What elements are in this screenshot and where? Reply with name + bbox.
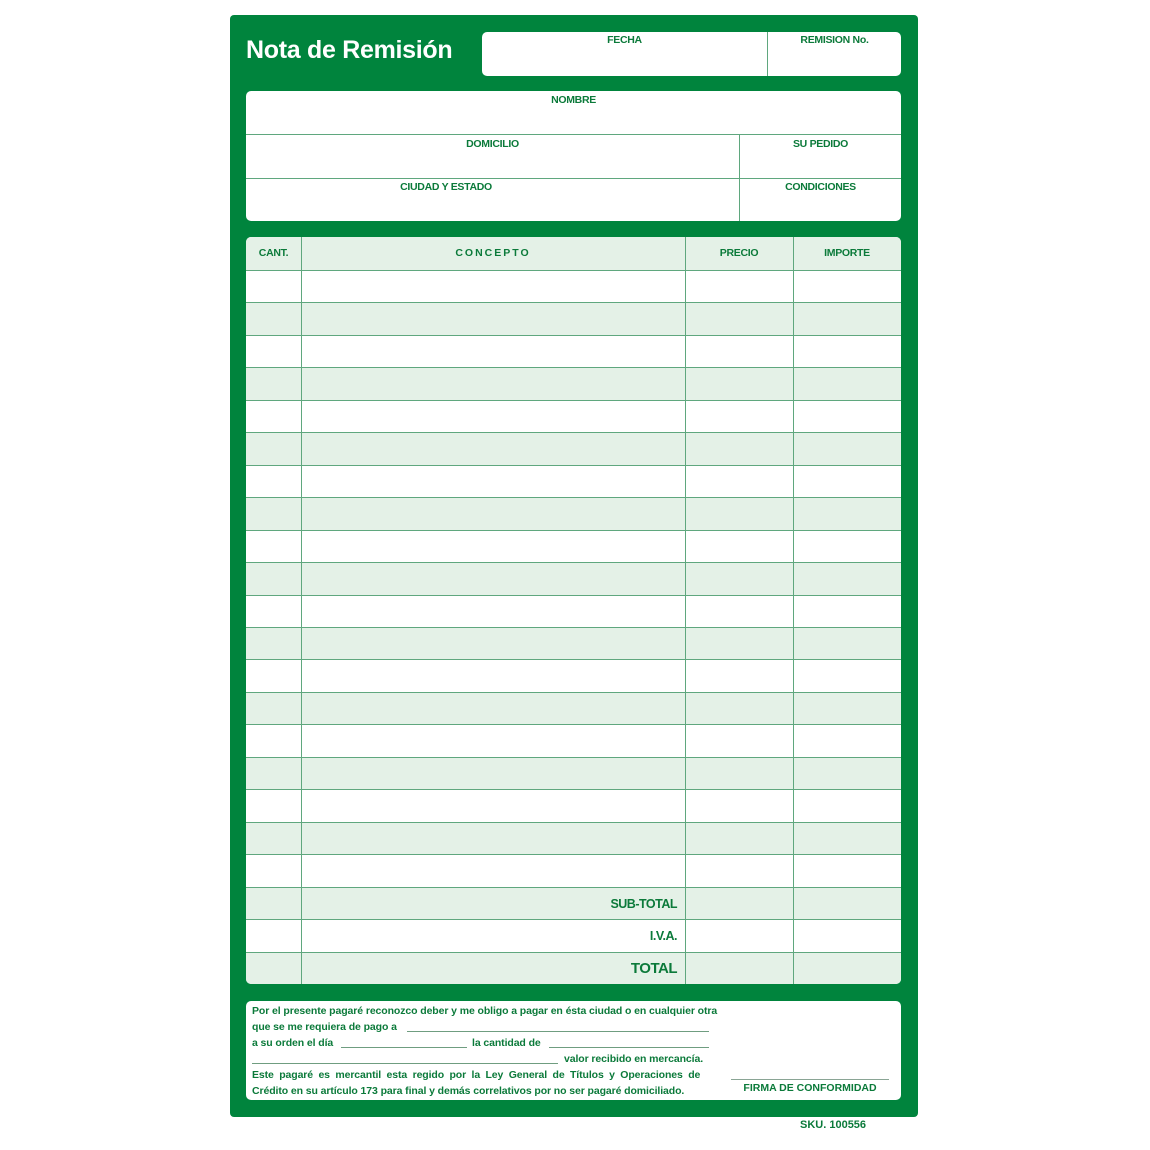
column-divider — [685, 237, 686, 984]
table-header — [246, 237, 901, 270]
form-title: Nota de Remisión — [246, 36, 453, 64]
domicilio-field[interactable] — [246, 151, 739, 178]
dia-blank[interactable] — [341, 1047, 467, 1048]
table-row[interactable] — [246, 302, 901, 334]
column-header-precio: PRECIO — [719, 247, 759, 259]
table-row[interactable] — [246, 952, 901, 984]
pagare-box — [246, 1001, 901, 1100]
column-header-importe: IMPORTE — [824, 247, 870, 259]
pagare-line-5: Este pagaré es mercantil esta regido por la Ley General de Títulos y Operaciones de — [252, 1069, 701, 1081]
ciudad-estado-label: CIUDAD Y ESTADO — [400, 181, 492, 193]
table-row[interactable] — [246, 789, 901, 821]
pagare-line-4: valor recibido en mercancía. — [564, 1053, 704, 1065]
table-row[interactable] — [246, 919, 901, 951]
column-header-cant: CANT. — [258, 247, 289, 259]
nombre-field[interactable] — [246, 107, 901, 134]
sku-label: SKU. 100556 — [800, 1119, 867, 1131]
column-divider — [793, 237, 794, 984]
table-row[interactable] — [246, 595, 901, 627]
table-row[interactable] — [246, 854, 901, 886]
pagare-line-1: Por el presente pagaré reconozco deber y me obligo a pagar en ésta ciudad o en cualquier otra — [252, 1005, 718, 1017]
su-pedido-label: SU PEDIDO — [792, 138, 849, 150]
divider — [739, 134, 740, 221]
condiciones-field[interactable] — [740, 194, 901, 221]
firma-label: FIRMA DE CONFORMIDAD — [743, 1082, 877, 1094]
remision-no-field[interactable] — [768, 46, 901, 76]
table-row[interactable] — [246, 659, 901, 691]
iva-label: I.V.A. — [649, 929, 677, 944]
signature-line[interactable] — [731, 1079, 889, 1080]
pagare-line-3b: la cantidad de — [472, 1037, 541, 1049]
domicilio-label: DOMICILIO — [466, 138, 519, 150]
table-row[interactable] — [246, 270, 901, 302]
pago-a-blank[interactable] — [407, 1031, 709, 1032]
nombre-label: NOMBRE — [551, 94, 596, 106]
cantidad-letra-blank[interactable] — [252, 1063, 558, 1064]
su-pedido-field[interactable] — [740, 151, 901, 178]
table-row[interactable] — [246, 335, 901, 367]
subtotal-label: SUB-TOTAL — [610, 896, 677, 911]
table-row[interactable] — [246, 887, 901, 919]
divider — [246, 134, 901, 135]
fecha-label: FECHA — [607, 34, 642, 46]
pagare-line-2: que se me requiera de pago a — [252, 1021, 397, 1033]
fecha-field[interactable] — [482, 46, 767, 76]
total-label: TOTAL — [630, 959, 677, 977]
pagare-line-6: Crédito en su artículo 173 para final y demás correlativos por no ser pagaré domiciliado. — [252, 1085, 685, 1097]
table-row[interactable] — [246, 465, 901, 497]
condiciones-label: CONDICIONES — [785, 181, 856, 193]
client-info-box — [246, 91, 901, 221]
items-table — [246, 237, 901, 984]
table-row[interactable] — [246, 692, 901, 724]
table-row[interactable] — [246, 367, 901, 399]
pagare-line-3a: a su orden el día — [252, 1037, 334, 1049]
cantidad-blank[interactable] — [549, 1047, 709, 1048]
table-row[interactable] — [246, 400, 901, 432]
table-row[interactable] — [246, 530, 901, 562]
remision-no-label: REMISION No. — [800, 34, 869, 46]
table-row[interactable] — [246, 822, 901, 854]
table-row[interactable] — [246, 627, 901, 659]
column-divider — [301, 237, 302, 984]
table-row[interactable] — [246, 724, 901, 756]
table-row[interactable] — [246, 432, 901, 464]
table-row[interactable] — [246, 562, 901, 594]
table-row[interactable] — [246, 757, 901, 789]
header-fields-box — [482, 32, 901, 76]
column-header-concepto: CONCEPTO — [455, 247, 531, 259]
table-row[interactable] — [246, 497, 901, 529]
ciudad-estado-field[interactable] — [246, 194, 739, 221]
divider — [246, 178, 901, 179]
